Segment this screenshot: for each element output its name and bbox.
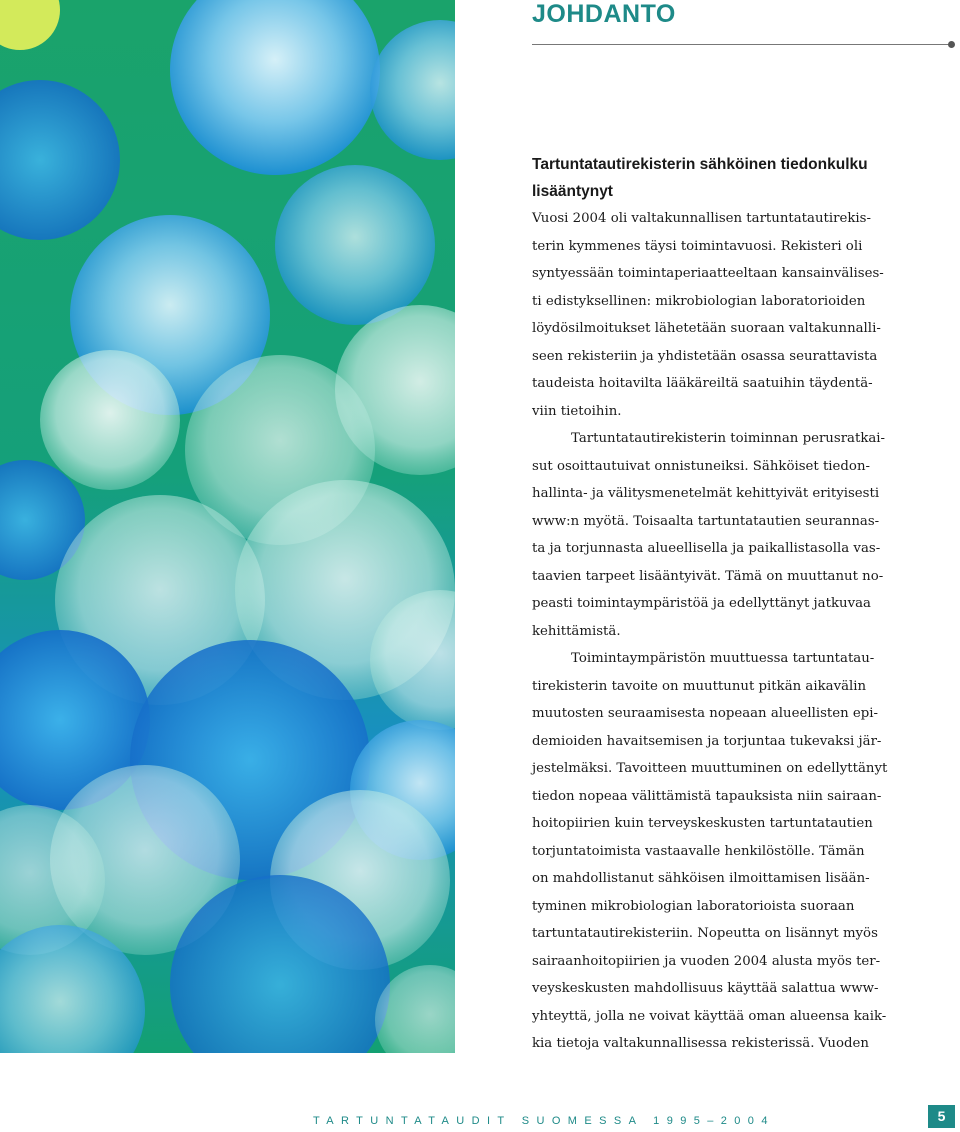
text-line: tartuntatautirekisteriin. Nopeutta on lisännyt myös bbox=[532, 926, 878, 941]
text-line: viin tietoihin. bbox=[532, 403, 622, 419]
text-line: www:n myötä. Toisaalta tartuntatautien seurannas- bbox=[532, 513, 880, 529]
text-line: veyskeskusten mahdollisuus käyttää salattua www- bbox=[532, 981, 879, 996]
text-line: taudeista hoitavilta lääkäreiltä saatuihin täydentä- bbox=[532, 376, 873, 391]
text-line: taavien tarpeet lisääntyivät. Tämä on muuttanut no- bbox=[532, 568, 884, 584]
text-line: tiedon nopeaa välittämistä tapauksista niin sairaan- bbox=[532, 788, 882, 804]
text-line: sut osoittautuivat onnistuneiksi. Sähköiset tiedon- bbox=[532, 458, 870, 474]
text-line: löydösilmoitukset lähetetään suoraan valtakunnalli- bbox=[532, 321, 881, 336]
text-line: Toimintaympäristön muuttuessa tartuntatau- bbox=[571, 651, 875, 666]
text-line: sairaanhoitopiirien ja vuoden 2004 alusta myös ter- bbox=[532, 953, 881, 969]
text-line: jestelmäksi. Tavoitteen muuttuminen on edellyttänyt bbox=[532, 761, 888, 776]
text-line: on mahdollistanut sähköisen ilmoittamisen lisään- bbox=[532, 871, 870, 886]
text-line: tirekisterin tavoite on muuttunut pitkän aikavälin bbox=[532, 678, 867, 694]
text-line: demioiden havaitsemisen ja torjuntaa tukevaksi jär- bbox=[532, 733, 882, 749]
text-line: hoitopiirien kuin terveyskeskusten tartuntatautien bbox=[532, 816, 873, 831]
text-line: yhteyttä, jolla ne voivat käyttää oman alueensa kaik- bbox=[532, 1008, 887, 1024]
bokeh-illustration bbox=[0, 0, 455, 1053]
text-line: ta ja torjunnasta alueellisella ja paikallistasolla vas- bbox=[532, 541, 881, 556]
page-title: JOHDANTO bbox=[532, 0, 676, 28]
section-subheading: Tartuntatautirekisterin sähköinen tiedonkulku lisääntynyt bbox=[532, 156, 868, 200]
text-line: hallinta- ja välitysmenetelmät kehittyivät erityisesti bbox=[532, 486, 880, 501]
rule-end-dot bbox=[948, 41, 955, 48]
text-line: peasti toimintaympäristöä ja edellyttänyt jatkuvaa bbox=[532, 596, 871, 611]
text-line: ti edistyksellinen: mikrobiologian laboratorioiden bbox=[532, 293, 866, 309]
text-line: tyminen mikrobiologian laboratorioista suoraan bbox=[532, 898, 855, 914]
cover-photo-bokeh bbox=[0, 0, 455, 1053]
text-line: Vuosi 2004 oli valtakunnallisen tartuntatautirekis- bbox=[532, 211, 871, 226]
text-line: Tartuntatautirekisterin toiminnan perusratkai- bbox=[571, 431, 886, 446]
title-rule bbox=[532, 44, 950, 45]
text-line: syntyessään toimintaperiaatteeltaan kansainvälises- bbox=[532, 266, 884, 281]
text-line: seen rekisteriin ja yhdistetään osassa seurattavista bbox=[532, 348, 878, 364]
text-line: terin kymmenes täysi toimintavuosi. Rekisteri oli bbox=[532, 238, 863, 254]
page-number: 5 bbox=[928, 1105, 955, 1128]
text-line: kia tietoja valtakunnallisessa rekisterissä. Vuoden bbox=[532, 1036, 869, 1051]
text-line: muutosten seuraamisesta nopeaan alueellisten epi- bbox=[532, 706, 879, 721]
text-line: torjuntatoimista vastaavalle henkilöstölle. Tämän bbox=[532, 843, 865, 859]
text-line: kehittämistä. bbox=[532, 623, 621, 639]
footer-publication-title: TARTUNTATAUDIT SUOMESSA 1995–2004 bbox=[313, 1115, 775, 1127]
